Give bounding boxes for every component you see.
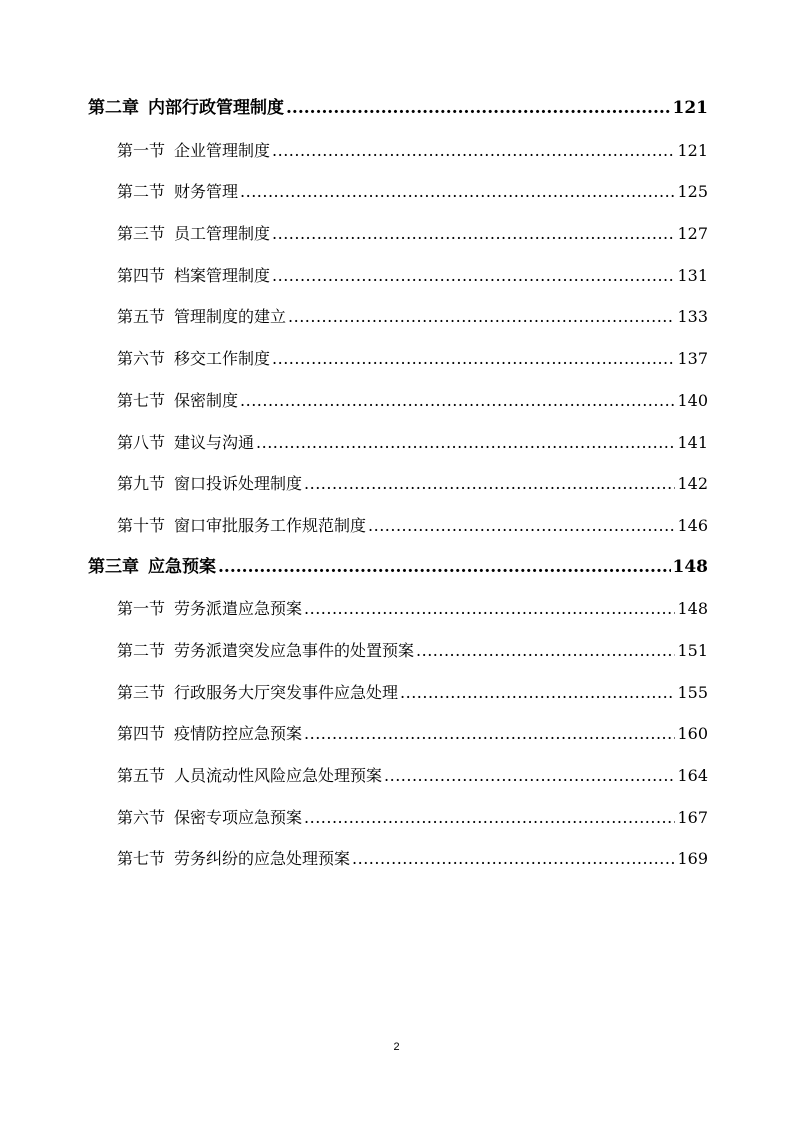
toc-section-row[interactable] <box>88 255 708 297</box>
toc-dot-leader <box>304 588 675 630</box>
toc-dot-leader <box>368 505 675 547</box>
toc-entry-title: 应急预案 <box>148 556 216 577</box>
toc-entry-title: 员工管理制度 <box>174 224 271 244</box>
toc-entry-page: 127 <box>677 224 708 244</box>
toc-entry-page: 151 <box>677 640 708 660</box>
toc-entry-label <box>117 296 286 338</box>
toc-entry-number: 第三章 <box>88 556 139 577</box>
toc-section-row[interactable] <box>88 130 708 172</box>
toc-entry-label <box>117 463 302 505</box>
toc-section-row[interactable] <box>88 213 708 255</box>
toc-dot-leader <box>272 338 675 380</box>
toc-entry-number: 第二节 <box>117 640 166 660</box>
toc-entry-number: 第二节 <box>117 182 166 202</box>
toc-entry-label <box>117 130 270 172</box>
toc-entry-title: 人员流动性风险应急处理预案 <box>174 766 383 785</box>
toc-entry-number: 第五节 <box>117 307 166 327</box>
toc-dot-leader <box>304 797 675 839</box>
toc-entry-page: 155 <box>677 682 708 702</box>
toc-entry-title: 内部行政管理制度 <box>148 98 284 118</box>
table-of-contents <box>88 88 708 880</box>
toc-entry-page: 164 <box>677 766 708 785</box>
toc-dot-leader <box>352 838 675 880</box>
toc-dot-leader <box>400 672 675 714</box>
toc-entry-number: 第四节 <box>117 724 166 744</box>
toc-entry-label <box>117 588 302 630</box>
toc-entry-number: 第六节 <box>117 807 166 827</box>
toc-entry-page: 169 <box>677 849 708 869</box>
toc-entry-title: 窗口审批服务工作规范制度 <box>174 515 367 535</box>
toc-dot-leader <box>256 422 675 464</box>
toc-entry-page: 167 <box>677 807 708 827</box>
toc-entry-page: 160 <box>677 724 708 744</box>
toc-dot-leader <box>272 213 675 255</box>
toc-entry-title: 财务管理 <box>174 182 239 202</box>
toc-dot-leader <box>272 130 675 172</box>
toc-entry-title: 行政服务大厅突发事件应急处理 <box>174 682 399 702</box>
toc-entry-title: 移交工作制度 <box>174 349 271 369</box>
toc-section-row[interactable] <box>88 380 708 422</box>
toc-entry-label <box>117 838 350 880</box>
toc-entry-page: 148 <box>672 556 708 577</box>
toc-entry-title: 劳务派遣应急预案 <box>174 599 303 619</box>
toc-section-row[interactable] <box>88 630 708 672</box>
toc-entry-title: 疫情防控应急预案 <box>174 724 303 744</box>
toc-entry-label <box>117 255 270 297</box>
toc-entry-label <box>117 505 366 547</box>
toc-section-row[interactable] <box>88 755 708 797</box>
toc-section-row[interactable] <box>88 505 708 547</box>
toc-entry-label <box>88 547 216 589</box>
toc-entry-page: 121 <box>677 140 708 160</box>
toc-entry-number: 第四节 <box>117 265 166 285</box>
toc-entry-page: 125 <box>677 182 708 202</box>
toc-section-row[interactable] <box>88 838 708 880</box>
toc-entry-label <box>117 380 238 422</box>
toc-entry-label <box>117 713 302 755</box>
toc-entry-title: 企业管理制度 <box>174 140 271 160</box>
toc-section-row[interactable] <box>88 713 708 755</box>
toc-section-row[interactable] <box>88 422 708 464</box>
toc-entry-number: 第七节 <box>117 390 166 410</box>
toc-dot-leader <box>218 547 671 589</box>
toc-section-row[interactable] <box>88 463 708 505</box>
toc-entry-label <box>117 338 270 380</box>
toc-entry-label <box>88 88 284 130</box>
toc-entry-page: 137 <box>677 349 708 369</box>
toc-entry-label <box>117 630 414 672</box>
toc-entry-page: 131 <box>677 265 708 285</box>
toc-entry-label <box>117 672 398 714</box>
toc-entry-page: 121 <box>672 98 708 118</box>
toc-entry-page: 141 <box>677 432 708 452</box>
toc-dot-leader <box>286 88 671 130</box>
toc-section-row[interactable] <box>88 797 708 839</box>
toc-entry-title: 保密制度 <box>174 390 239 410</box>
toc-entry-label <box>117 171 238 213</box>
toc-entry-number: 第七节 <box>117 849 166 869</box>
toc-chapter-row[interactable] <box>88 547 708 589</box>
toc-section-row[interactable] <box>88 672 708 714</box>
toc-entry-page: 140 <box>677 390 708 410</box>
toc-entry-number: 第三节 <box>117 682 166 702</box>
toc-dot-leader <box>416 630 675 672</box>
toc-entry-number: 第九节 <box>117 474 166 494</box>
toc-entry-title: 劳务纠纷的应急处理预案 <box>174 849 351 869</box>
toc-chapter-row[interactable] <box>88 88 708 130</box>
toc-entry-number: 第五节 <box>117 766 166 785</box>
toc-entry-page: 142 <box>677 474 708 494</box>
toc-entry-title: 窗口投诉处理制度 <box>174 474 303 494</box>
toc-entry-label <box>117 797 302 839</box>
toc-entry-title: 档案管理制度 <box>174 265 271 285</box>
toc-dot-leader <box>240 171 675 213</box>
toc-dot-leader <box>240 380 675 422</box>
toc-entry-number: 第三节 <box>117 224 166 244</box>
toc-entry-number: 第六节 <box>117 349 166 369</box>
toc-entry-title: 保密专项应急预案 <box>174 807 303 827</box>
toc-entry-number: 第十节 <box>117 515 166 535</box>
toc-dot-leader <box>288 296 675 338</box>
toc-dot-leader <box>304 463 675 505</box>
toc-section-row[interactable] <box>88 338 708 380</box>
toc-entry-number: 第八节 <box>117 432 166 452</box>
toc-entry-title: 建议与沟通 <box>174 432 255 452</box>
toc-section-row[interactable] <box>88 296 708 338</box>
toc-dot-leader <box>384 755 675 797</box>
toc-entry-number: 第一节 <box>117 140 166 160</box>
toc-section-row[interactable] <box>88 588 708 630</box>
toc-entry-label <box>117 422 254 464</box>
toc-dot-leader <box>272 255 675 297</box>
page-number: 2 <box>393 1041 400 1053</box>
toc-entry-label <box>117 213 270 255</box>
toc-entry-page: 148 <box>677 599 708 619</box>
toc-section-row[interactable] <box>88 171 708 213</box>
toc-entry-number: 第二章 <box>88 98 139 118</box>
toc-entry-page: 133 <box>677 307 708 327</box>
toc-entry-title: 管理制度的建立 <box>174 307 287 327</box>
toc-entry-number: 第一节 <box>117 599 166 619</box>
toc-entry-title: 劳务派遣突发应急事件的处置预案 <box>174 640 415 660</box>
toc-entry-label <box>117 755 382 797</box>
toc-entry-page: 146 <box>677 515 708 535</box>
toc-dot-leader <box>304 713 675 755</box>
